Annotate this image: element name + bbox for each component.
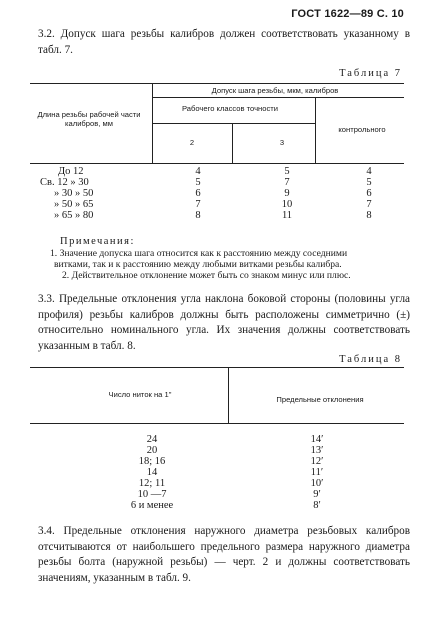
table-8-threads: 18; 16: [138, 456, 166, 467]
table-7-class-3-value: 10: [281, 199, 293, 210]
section-3-4: 3.4. Предельные отклонения наружного диаметра резьбовых калибров отсчитываются от наибольшего предельного размера наружного диаметра резьбы болта (наружной резьбы) — черт. 2 и должны соответствовать значениям, указанным в табл. 9.: [38, 525, 410, 584]
table-8-col-threads: Число ниток на 1": [108, 390, 172, 399]
table-7-col-control: контрольного: [338, 125, 386, 134]
note-1-cont: витками, так и к расстоянию между любыми витками резьбы калибра.: [54, 259, 342, 270]
table-7-caption: Таблица 7: [339, 68, 402, 79]
table-7-class-3-value: 9: [284, 188, 290, 199]
table-7-col-class-3: 3: [279, 138, 285, 147]
table-8-deviation: 12′: [310, 456, 324, 467]
table-8-deviation: 13′: [310, 445, 324, 456]
table-7-control-value: 5: [366, 177, 372, 188]
table-7-class-3-value: 11: [281, 210, 293, 221]
table-8-deviation: 9′: [313, 489, 321, 500]
note-1: 1. Значение допуска шага относится как к расстоянию между соседними: [50, 248, 348, 259]
table-7-control-value: 7: [366, 199, 372, 210]
table-7-class-2-value: 5: [195, 177, 201, 188]
table-8-threads: 24: [146, 434, 158, 445]
table-7-control-value: 8: [366, 210, 372, 221]
table-7-length: » 50 » 65: [54, 199, 94, 210]
table-8-deviation: 10′: [310, 478, 324, 489]
table-7-subrule: [152, 97, 404, 98]
table-8-threads: 14: [146, 467, 158, 478]
table-7-class-rule: [152, 123, 315, 124]
table-7-control-value: 6: [366, 188, 372, 199]
table-7-class-2-value: 6: [195, 188, 201, 199]
table-7-length: Св. 12 » 30: [40, 177, 89, 188]
table-7-class-3-value: 5: [284, 166, 290, 177]
table-8-deviation: 11′: [310, 467, 324, 478]
table-7-col-class-2: 2: [189, 138, 195, 147]
table-7-length: До 12: [58, 166, 84, 177]
table-8-threads: 12; 11: [138, 478, 166, 489]
table-8-caption: Таблица 8: [339, 354, 402, 365]
table-8-deviation: 8′: [313, 500, 321, 511]
table-8-threads: 6 и менее: [130, 500, 174, 511]
table-8-threads: 10 —7: [137, 489, 167, 500]
table-7-col-length: Длина резьбы рабочей части калибров, мм: [37, 110, 141, 128]
section-3-3: 3.3. Предельные отклонения угла наклона боковой стороны (половины угла профиля) резьбы калибров должны быть расположены симметрично (±) относительно номинального угла. Их значения должны соответствовать указанным в табл. 8.: [38, 293, 410, 352]
table-7-length: » 30 » 50: [54, 188, 94, 199]
table-7-class-2-value: 7: [195, 199, 201, 210]
table-7-class-2-value: 8: [195, 210, 201, 221]
table-7-col-working: Рабочего классов точности: [181, 104, 278, 113]
table-8-header-rule: [30, 423, 404, 424]
table-8-divider: [228, 367, 229, 423]
note-2: 2. Действительное отклонение может быть со знаком минус или плюс.: [62, 270, 351, 281]
table-7-header-rule: [30, 163, 404, 164]
table-7-class-3-value: 7: [284, 177, 290, 188]
page-header: ГОСТ 1622—89 С. 10: [291, 8, 404, 20]
table-7-control-value: 4: [366, 166, 372, 177]
table-7-class-2-value: 4: [195, 166, 201, 177]
table-8-deviation: 14′: [310, 434, 324, 445]
table-8-threads: 20: [146, 445, 158, 456]
table-7-divider-classes: [232, 123, 233, 163]
table-7-top-rule: [30, 83, 404, 84]
section-3-2: 3.2. Допуск шага резьбы калибров должен соответствовать указанному в табл. 7.: [38, 28, 410, 56]
table-7-col-tolerance: Допуск шага резьбы, мкм, калибров: [211, 86, 339, 95]
table-8-col-deviation: Предельные отклонения: [276, 395, 364, 404]
notes-title: Примечания:: [60, 236, 135, 247]
table-7-length: » 65 » 80: [54, 210, 94, 221]
table-7-divider-ctrl: [315, 97, 316, 163]
table-8-top-rule: [30, 367, 404, 368]
